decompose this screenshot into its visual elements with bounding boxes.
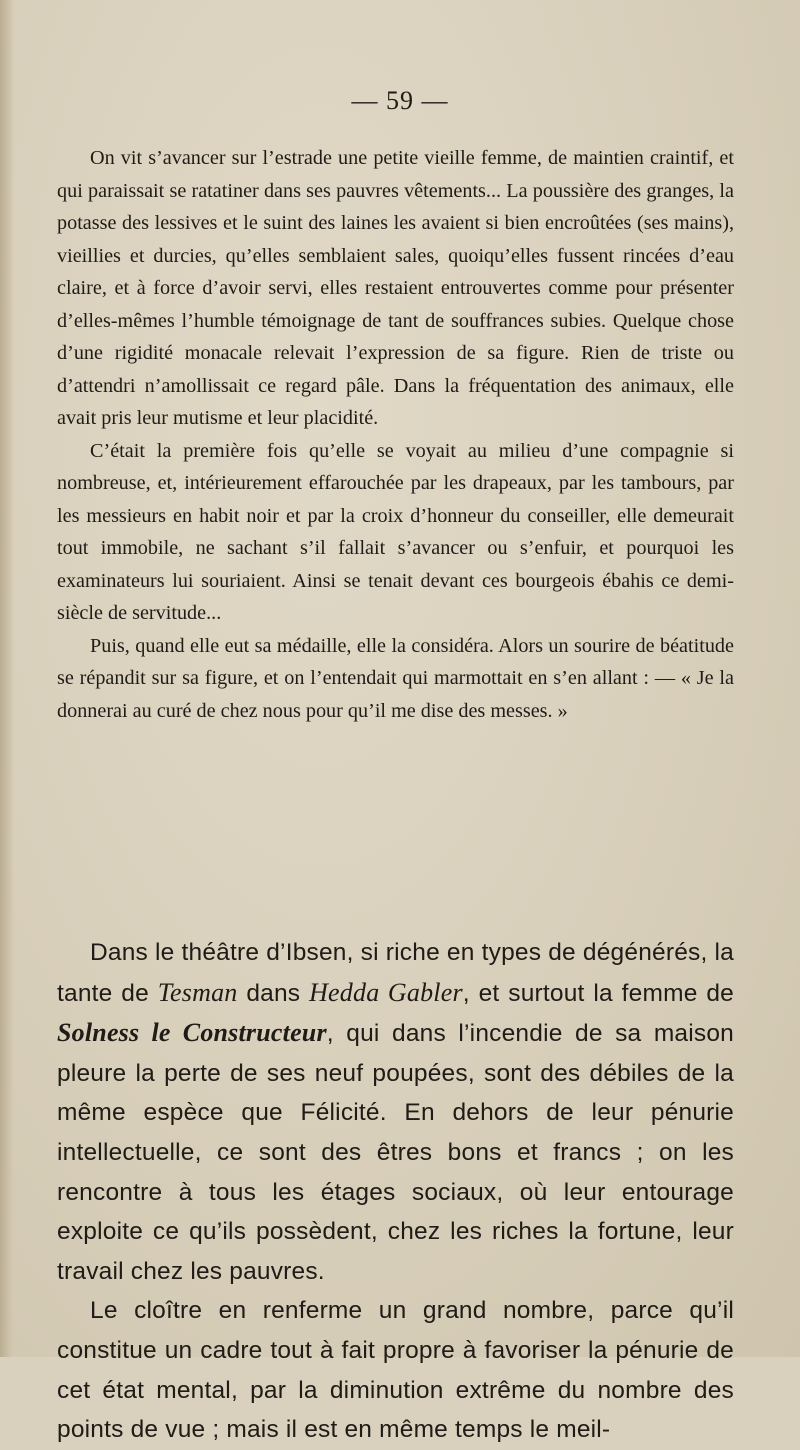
quote-paragraph-3: Puis, quand elle eut sa médaille, elle la considéra. Alors un sourire de béatitude se répandit sur sa figure, et on l’entendait qui marmottait en s’en allant : — « Je la donnerai au curé de chez nous pour qu’il me dise des messes. »	[57, 634, 734, 722]
main-p1-text-c: , et surtout la femme de	[462, 979, 734, 1007]
quoted-passage	[57, 142, 734, 727]
page-gutter-shadow	[0, 0, 14, 1357]
main-p1-text-b: dans	[237, 979, 310, 1007]
main-text	[57, 933, 734, 1450]
quote-paragraph-1: On vit s’avancer sur l’estrade une petite vieille femme, de maintien craintif, et qui paraissait se ratatiner dans ses pauvres vêtements... La poussière des granges, la potasse des lessives et le suint des laines les avaient si bien encroûtées (ses mains), vieillies et durcies, qu’elles semblaient sales, quoiqu’elles fussent rincées d’eau claire, et à force d’avoir servi, elles restaient entrouvertes comme pour présenter d’elles-mêmes l’humble témoignage de tant de souffrances subies. Quelque chose d’une rigidité monacale relevait l’expression de sa figure. Rien de triste ou d’attendri n’amollissait ce regard pâle. Dans la fréquentation des animaux, elle avait pris leur mutisme et leur placidité.	[57, 147, 734, 429]
quote-paragraph-2: C’était la première fois qu’elle se voyait au milieu d’une compagnie si nombreuse, et, intérieurement effarouchée par les drapeaux, par les tambours, par les messieurs en habit noir et par la croix d’honneur du conseiller, elle demeurait tout immobile, ne sachant s’il fallait s’avancer ou s’enfuir, et pourquoi les examinateurs lui souriaient. Ainsi se tenait devant ces bourgeois ébahis ce demi-siècle de servitude...	[57, 439, 734, 624]
title-tesman: Tesman	[157, 977, 238, 1007]
title-hedda-gabler: Hedda Gabler	[309, 977, 463, 1007]
page-number: — 59 —	[351, 86, 449, 115]
main-paragraph-1	[57, 933, 734, 1291]
main-p1-text-d: , qui dans l’incendie de sa maison pleure la perte de ses neuf poupées, sont des débiles de la même espèce que Félicité. En dehors de leur pénurie intellectuelle, ce sont des êtres bons et francs ; on les rencontre à tous les étages sociaux, où leur entourage exploite ce qu’ils possèdent, chez les riches la fortune, leur travail chez les pauvres.	[57, 1020, 735, 1285]
title-solness: Solness le Constructeur	[57, 1018, 327, 1048]
main-p1-text-a: Dans le théâtre d’Ibsen, si riche en types de dégénérés, la tante de	[57, 939, 734, 1007]
main-paragraph-2: Le cloître en renferme un grand nombre, parce qu’il constitue un cadre tout à fait propre à favoriser la pénurie de cet état mental, par la diminution extrême du nombre des points de vue ; mais il est en même temps le meil-	[57, 1297, 734, 1444]
